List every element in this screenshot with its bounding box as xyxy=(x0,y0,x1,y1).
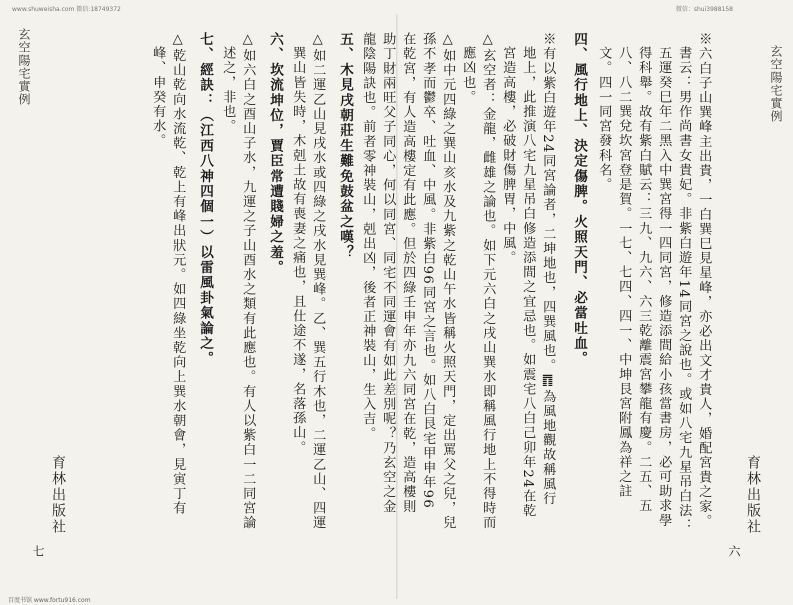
left-heading-7: 七、經訣：（江西八神四個一）以雷風卦氣論之。 xyxy=(197,32,213,367)
right-page-publisher: 育林出版社 xyxy=(745,455,761,535)
right-text-line-9: 地上，此推演八宅九星吊白修造添間之宜忌也。如震宅八白己卯年24在乾 xyxy=(520,46,536,519)
right-text-line-5: 八、八二巽兌坎宮登是賀。一七、七四、四一、中坤艮宮附鳳為祥之註 xyxy=(616,46,632,499)
left-text-line-9: 峰、申癸有水。 xyxy=(150,46,166,149)
right-text-line-1: ※六白子山巽峰主出貴，一白巽巳見星峰，亦必出文才貴人，婚配宮貴之家。 xyxy=(696,32,712,529)
left-text-line-5: △如六白之酉山子水，九運之子山酉水之類有此應也。有人以紫白一二同宮論 xyxy=(240,32,256,531)
right-text-line-15: 在乾宮，有人造高樓定有此應。但於四綠壬申年亦九六同宮在乾，造高樓則 xyxy=(400,32,416,514)
watermark-left: www.shuweisha.com 微信:18749372 xyxy=(12,6,121,13)
right-text-line-16: 助丁財兩旺父子同心，何以同宮、同宅不同運會有如此差別呢？乃玄空之金 xyxy=(380,32,396,514)
right-text-line-12: 應凶也。 xyxy=(460,46,476,105)
right-page-number: 六 xyxy=(727,545,741,557)
right-text-line-14: 孫不孝而鬱卒、吐血、中風。非紫白96同宮之言也。如八白艮宅甲申年96 xyxy=(420,32,436,510)
right-text-line-11: △玄空者：金龍，雌雄之論也。如下元六白之戌山巽水即稱風行地上不得時而 xyxy=(480,32,496,531)
left-text-line-3: 巽山皆失時，木剋土故有喪妻之痛也，且仕途不遂，名落孫山。 xyxy=(290,46,306,455)
left-text-line-8: △乾山乾向水流乾、乾上有峰出狀元。如四綠坐乾向上巽水朝會，見寅丁有 xyxy=(170,32,186,516)
right-heading-4: 四、風行地上、決定傷脾。火照天門、必當吐血。 xyxy=(571,32,587,367)
watermark-right: 微信：shui3988158 xyxy=(675,6,733,13)
right-text-line-6: 文。四一同宮發科名。 xyxy=(596,46,612,192)
left-page-number: 七 xyxy=(31,545,45,557)
scan-watermark-bottom: 百度书馆 www.fortu916.com xyxy=(8,597,91,604)
left-text-line-6: 述之，非也。 xyxy=(220,46,236,134)
right-text-line-2: 書云：男作尚書女貴妃。非紫白遊年14同宮之說也。或如八宅九星吊白法： xyxy=(676,46,692,533)
right-text-line-17: 龍陰陽訣也。前者零神裝山，剋出凶，後者正神裝山，生入吉。 xyxy=(360,32,376,441)
left-heading-5: 五、木見戌朝莊生難免鼓盆之嘆？ xyxy=(337,32,353,260)
right-text-line-3: 五運癸巳年二黑入中巽宮得一四同宮，修造添間給小孩當書房，必可助求學 xyxy=(656,46,672,528)
right-text-line-8: ※有以紫白遊年24同宮論者，二坤地也，四巽風也。䷓為風地觀故稱風行 xyxy=(540,32,556,506)
left-heading-6: 六、坎流坤位，賈臣常遭賤婦之羞。 xyxy=(267,32,283,276)
right-page-header: 玄空陽宅實例 xyxy=(769,45,783,123)
left-text-line-2: △如二運乙山見戌水或四綠之戌水見巽峰。乙、巽五行木也，二運乙山、四運 xyxy=(310,32,326,531)
page-gutter xyxy=(396,14,398,599)
left-page-publisher: 育林出版社 xyxy=(50,455,66,535)
right-text-line-13: △如中元四綠之巽山亥水及九紫之乾山午水皆稱火照天門，定出罵父之兒，兒 xyxy=(440,32,456,531)
right-text-line-4: 得科舉。故有紫白賦云：三九、九六、六三乾離震宮攀龍有慶。二五、五 xyxy=(636,46,652,514)
right-text-line-10: 宮造高樓，必破財傷脾胃，中風。 xyxy=(500,46,516,265)
scan-watermark-top xyxy=(0,2,793,14)
left-page-header: 玄空陽宅實例 xyxy=(17,28,31,106)
